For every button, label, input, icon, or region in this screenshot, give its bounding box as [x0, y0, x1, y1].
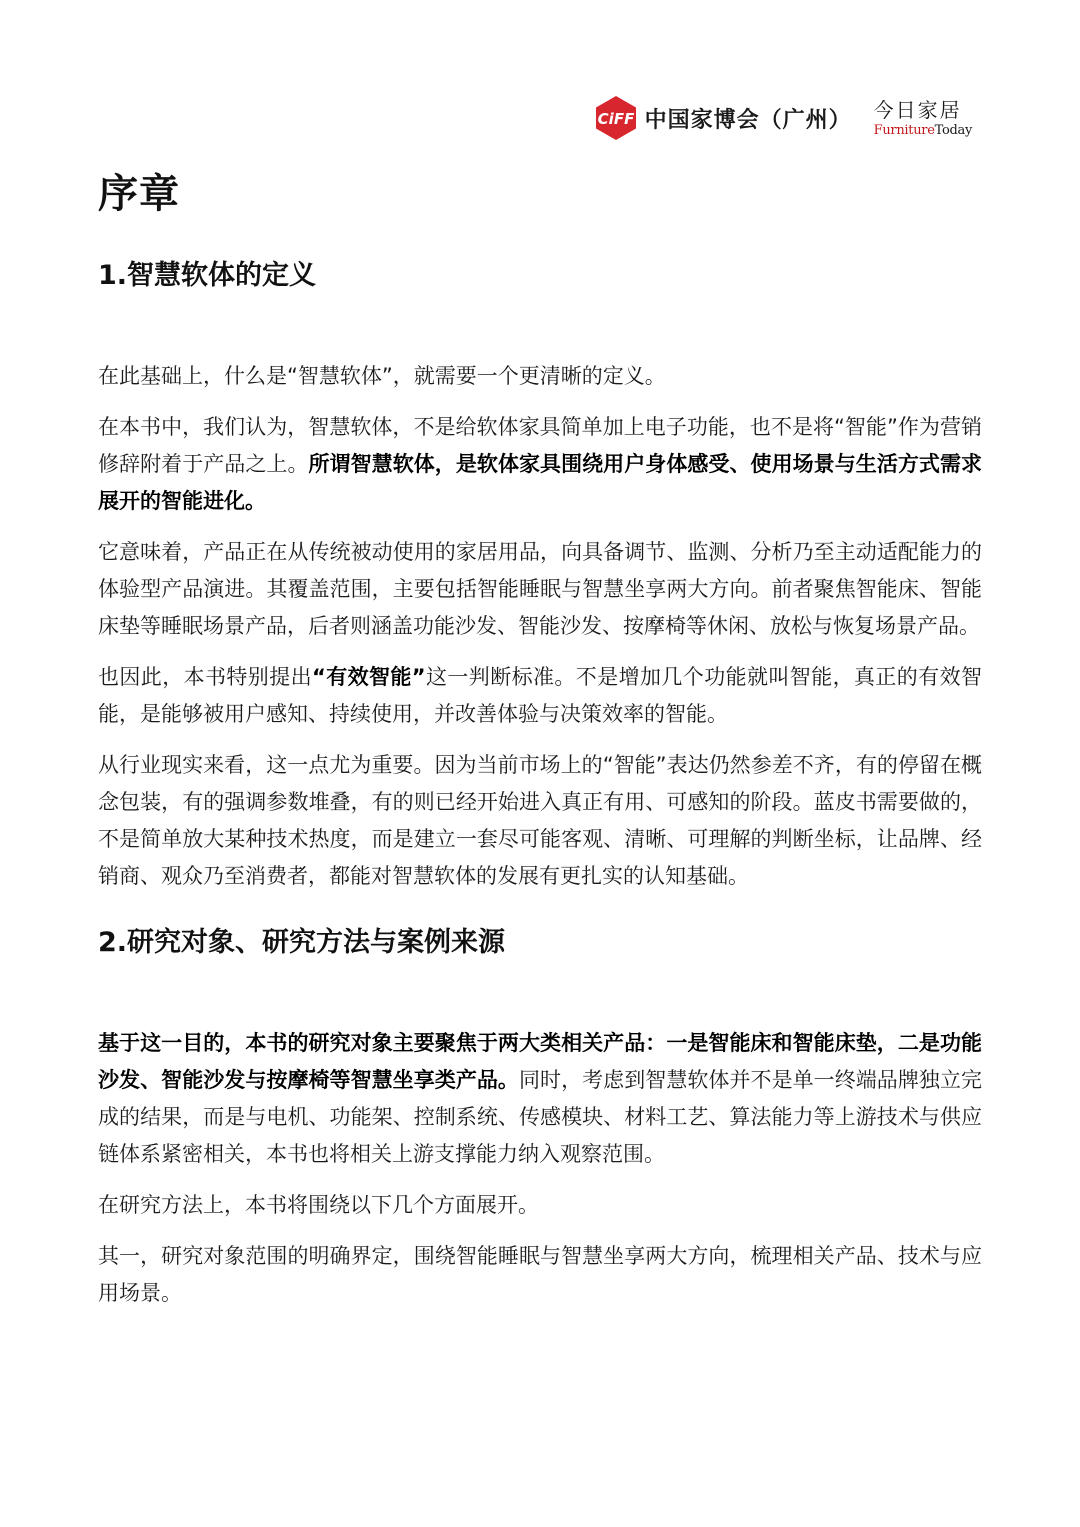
section1-paragraph-5: 从行业现实来看，这一点尤为重要。因为当前市场上的“智能”表达仍然参差不齐，有的停留在概念包装，有的强调参数堆叠，有的则已经开始进入真正有用、可感知的阶段。蓝皮书需要做的，不是简单放大某种技术热度，而是建立一套尽可能客观、清晰、可理解的判断坐标，让品牌、经销商、观众乃至消费者，都能对智慧软体的发展有更扎实的认知基础。	[98, 753, 982, 888]
header-logos	[593, 92, 972, 144]
furniture-today-brand: Furniture	[873, 122, 935, 138]
furniture-today-today: Today	[934, 122, 972, 138]
section1-p2-text: 在本书中，我们认为，智慧软体，不是给软体家具简单加上电子功能，也不是将“智能”作为营销修辞附着于产品之上。	[98, 415, 982, 476]
section-heading-2: 2.研究对象、研究方法与案例来源	[98, 927, 506, 958]
furniture-today-en	[874, 124, 972, 137]
ciff-logo-icon	[593, 95, 639, 141]
section1-paragraph-1: 在此基础上，什么是“智慧软体”，就需要一个更清晰的定义。	[98, 364, 666, 388]
section1-p2-bold: 所谓智慧软体，是软体家具围绕用户身体感受、使用场景与生活方式需求展开的智能进化。	[98, 452, 983, 513]
section1-paragraph-4	[98, 659, 982, 733]
section2-paragraph-3: 其一，研究对象范围的明确界定，围绕智能睡眠与智慧坐享两大方向，梳理相关产品、技术与应用场景。	[98, 1244, 982, 1305]
chapter-title: 序章	[98, 171, 180, 217]
section2-paragraph-1	[98, 1025, 982, 1173]
section1-paragraph-3: 它意味着，产品正在从传统被动使用的家居用品，向具备调节、监测、分析乃至主动适配能力的体验型产品演进。其覆盖范围，主要包括智能睡眠与智慧坐享两大方向。前者聚焦智能床、智能床垫等睡眠场景产品，后者则涵盖功能沙发、智能沙发、按摩椅等休闲、放松与恢复场景产品。	[98, 540, 982, 638]
section1-p4-bold: “有效智能”	[312, 665, 426, 689]
section2-p1-bold: 基于这一目的，本书的研究对象主要聚焦于两大类相关产品：一是智能床和智能床垫，二是功能沙发、智能沙发与按摩椅等智慧坐享类产品。	[98, 1031, 982, 1092]
section-heading-1: 1.智慧软体的定义	[98, 260, 317, 291]
ciff-name: 中国家博会（广州）	[644, 107, 852, 133]
furniture-today-logo	[873, 97, 972, 138]
section1-paragraph-2	[98, 409, 982, 520]
section1-p4-text-c: 这一判断标准。不是增加几个功能就叫智能，真正的有效智能，是能够被用户感知、持续使用，并改善体验与决策效率的智能。	[98, 665, 983, 726]
section1-p4-text-a: 也因此，本书特别提出	[98, 665, 312, 689]
furniture-today-cn: 今日家居	[873, 97, 962, 122]
document-body	[98, 166, 982, 1326]
ciff-badge-text: CiFF	[597, 110, 634, 128]
section2-paragraph-2: 在研究方法上，本书将围绕以下几个方面展开。	[98, 1193, 539, 1217]
section2-p1-text: 同时，考虑到智慧软体并不是单一终端品牌独立完成的结果，而是与电机、功能架、控制系统、传感模块、材料工艺、算法能力等上游技术与供应链体系紧密相关，本书也将相关上游支撑能力纳入观察范围。	[98, 1068, 983, 1166]
